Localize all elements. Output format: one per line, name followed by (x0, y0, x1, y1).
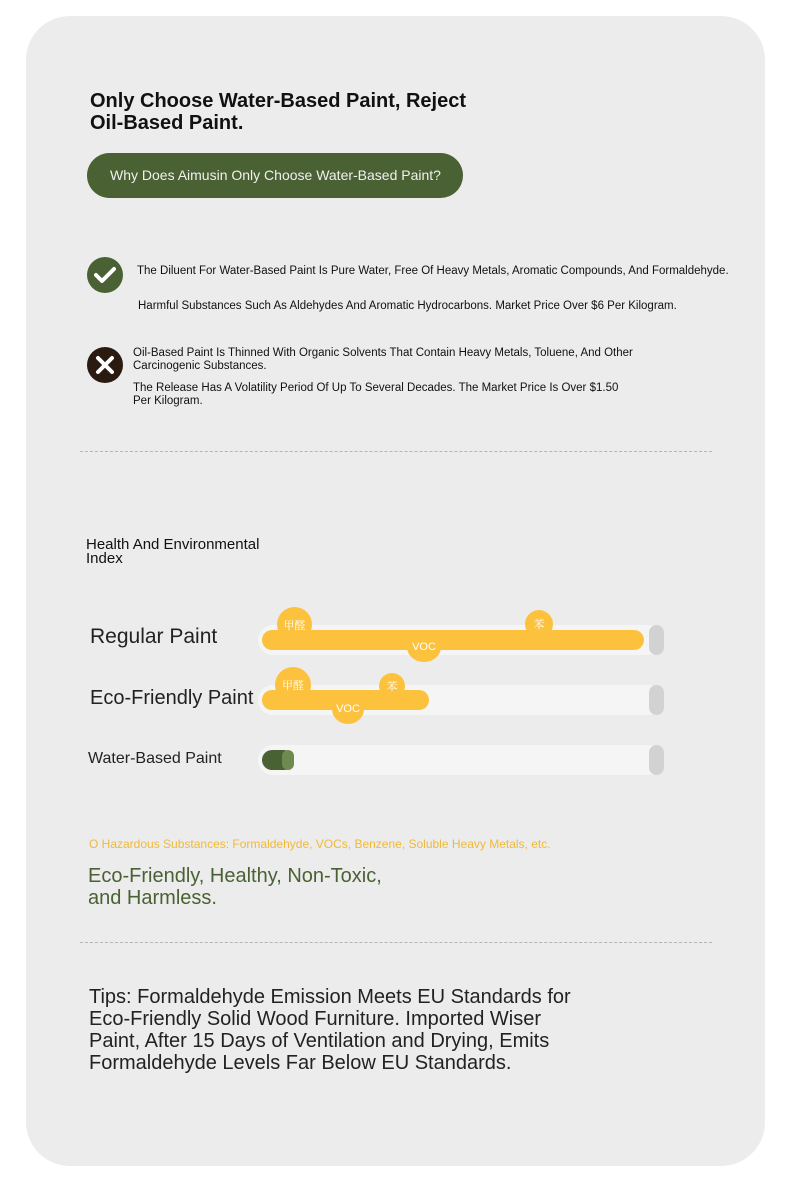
tag-voc: VOC (332, 694, 364, 724)
oil-based-fact-2: The Release Has A Volatility Period Of Up To Several Decades. The Market Price Is Over $1.50 Per Kilogram. (133, 382, 619, 407)
eco-note: Eco-Friendly, Healthy, Non-Toxic, and Harmless. (88, 865, 382, 909)
tag-formaldehyde: 甲醛 (277, 607, 312, 642)
water-based-fact-2: Harmful Substances Such As Aldehydes And Aromatic Hydrocarbons. Market Price Over $6 Per Kilogram. (138, 300, 677, 312)
tag-voc: VOC (407, 632, 441, 662)
section-divider (80, 451, 712, 452)
level-track-regular-paint (258, 625, 664, 655)
tag-benzene: 苯 (379, 673, 405, 699)
level-track-eco-friendly-paint (258, 685, 664, 715)
hazard-note: O Hazardous Substances: Formaldehyde, VOCs, Benzene, Soluble Heavy Metals, etc. (89, 837, 551, 851)
level-track-water-based-paint (258, 745, 664, 775)
check-icon (87, 257, 123, 293)
why-water-based-button[interactable]: Why Does Aimusin Only Choose Water-Based Paint? (87, 153, 463, 198)
level-fill-regular-paint (262, 630, 644, 650)
section-divider (80, 942, 712, 943)
track-end-cap (649, 625, 664, 655)
row-label-eco-friendly-paint: Eco-Friendly Paint (90, 687, 254, 709)
tag-formaldehyde: 甲醛 (275, 667, 311, 703)
track-end-cap (649, 685, 664, 715)
cross-icon (87, 347, 123, 383)
level-fill-water-based-paint (262, 750, 294, 770)
page-title: Only Choose Water-Based Paint, Reject Oil-Based Paint. (90, 90, 467, 134)
tips-text: Tips: Formaldehyde Emission Meets EU Standards for Eco-Friendly Solid Wood Furniture. Imported Wiser Paint, After 15 Days of Ventilation and Drying, Emits Formaldehyde Levels Far Below EU Standards. (89, 986, 571, 1074)
row-label-water-based-paint: Water-Based Paint (88, 750, 222, 767)
water-based-fact-1: The Diluent For Water-Based Paint Is Pure Water, Free Of Heavy Metals, Aromatic Compounds, And Formaldehyde. (137, 265, 729, 277)
row-label-regular-paint: Regular Paint (90, 625, 218, 648)
tag-benzene: 苯 (525, 610, 553, 638)
index-title: Health And Environmental Index (86, 536, 260, 567)
track-end-cap (649, 745, 664, 775)
oil-based-fact-1: Oil-Based Paint Is Thinned With Organic Solvents That Contain Heavy Metals, Toluene, And Other Carcinogenic Substances. (133, 347, 633, 372)
